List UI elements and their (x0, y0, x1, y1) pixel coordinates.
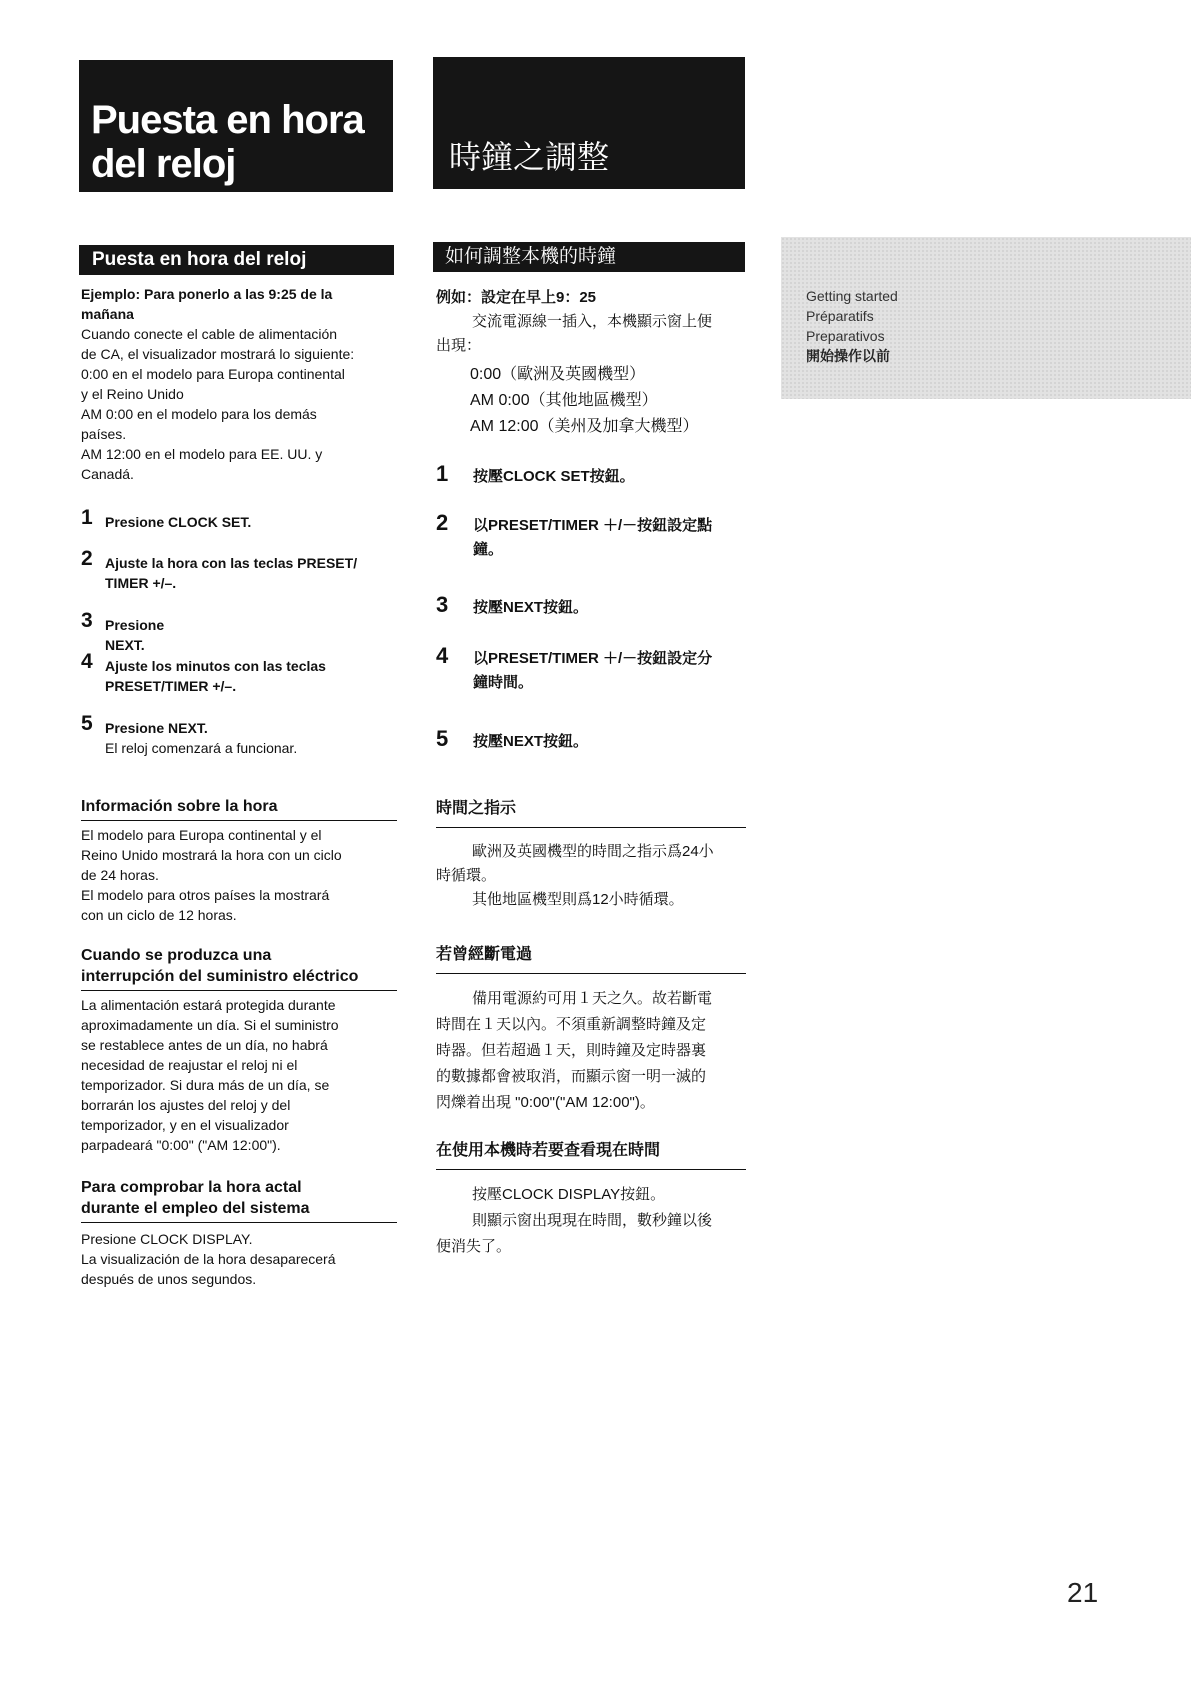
es-example-line: países. (81, 426, 127, 442)
es-check-line: Presione CLOCK DISPLAY. (81, 1231, 253, 1247)
es-step-text: TIMER +/–. (105, 575, 177, 591)
section-tab-spanish: Preparativos (806, 328, 885, 344)
zh-power-line: 的數據都會被取消，而顯示窗一明一滅的 (436, 1068, 707, 1085)
zh-power-line: 時間在１天以內。不須重新調整時鐘及定 (436, 1016, 707, 1033)
page-number: 21 (1067, 1577, 1099, 1608)
zh-example-block (436, 286, 746, 440)
es-check-line: después de unos segundos. (81, 1271, 257, 1287)
section-bar-es: Puesta en hora del reloj (79, 245, 394, 275)
es-step-text: Ajuste la hora con las teclas PRESET/ (105, 555, 358, 571)
zh-step-number: 4 (436, 643, 449, 668)
es-power-heading-1: Cuando se produzca una (81, 947, 272, 964)
zh-step-number: 2 (436, 510, 449, 535)
zh-step-text: 按壓NEXT按鈕。 (473, 733, 589, 750)
es-example-line: Cuando conecte el cable de alimentación (81, 326, 338, 342)
zh-step-text: 按壓CLOCK SET按鈕。 (473, 468, 635, 485)
es-step-text: Presione NEXT. (105, 617, 165, 653)
es-step-number: 5 (81, 712, 93, 735)
es-info-heading: Información sobre la hora (81, 796, 397, 821)
es-check-line: La visualización de la hora desaparecerá (81, 1251, 336, 1267)
es-power-line: La alimentación estará protegida durante (81, 997, 336, 1013)
zh-step-text: 按壓NEXT按鈕。 (473, 599, 589, 616)
zh-info-line: 時循環。 (436, 867, 497, 884)
es-step-text: Ajuste los minutos con las teclas (105, 658, 326, 674)
section-tab-english: Getting started (806, 288, 898, 304)
es-power-line: temporizador. Si dura más de un día, se (81, 1077, 330, 1093)
zh-step-text: 鐘。 (473, 541, 504, 558)
es-example-line: de CA, el visualizador mostrará lo siguiente: (81, 346, 355, 362)
title-es-line-1: Puesta en hora (91, 98, 364, 142)
zh-power-line: 時器。但若超過１天，則時鐘及定時器裏 (436, 1042, 707, 1059)
es-info-line: con un ciclo de 12 horas. (81, 907, 237, 923)
zh-step-text: 以PRESET/TIMER ＋/－按鈕設定分 (473, 650, 713, 667)
es-info-line: El modelo para otros países la mostrará (81, 887, 330, 903)
section-tab-french: Préparatifs (806, 308, 874, 324)
es-power-line: aproximadamente un día. Si el suministro (81, 1017, 339, 1033)
zh-info-heading: 時間之指示 (436, 797, 746, 828)
es-example-heading-1: Ejemplo: Para ponerlo a las 9:25 de la (81, 286, 333, 302)
es-power-line: borrarán los ajustes del reloj y del (81, 1097, 291, 1113)
section-bar-zh: 如何調整本機的時鐘 (433, 242, 745, 272)
es-power-line: temporizador, y en el visualizador (81, 1117, 289, 1133)
zh-step-text: 鐘時間。 (473, 674, 534, 691)
zh-step-text: 以PRESET/TIMER ＋/－按鈕設定點 (473, 517, 713, 534)
es-info-line: El modelo para Europa continental y el (81, 827, 322, 843)
es-check-section (81, 1177, 397, 1289)
zh-example-line: 出現： (436, 337, 482, 354)
es-example-line: AM 12:00 en el modelo para EE. UU. y (81, 446, 323, 462)
page-title-zh (433, 57, 745, 189)
es-info-section (81, 796, 397, 925)
zh-check-line: 則顯示窗出現現在時間，數秒鐘以後 (472, 1212, 713, 1229)
zh-check-heading: 在使用本機時若要查看現在時間 (436, 1139, 746, 1170)
zh-example-value: 0:00（歐洲及英國機型） (470, 366, 646, 383)
zh-check-section (436, 1139, 746, 1260)
es-power-line: parpadeará "0:00" ("AM 12:00"). (81, 1137, 281, 1153)
zh-info-line: 歐洲及英國機型的時間之指示爲24小 (472, 843, 714, 860)
es-power-heading-2: interrupción del suministro eléctrico (81, 968, 359, 985)
zh-power-line: 閃爍着出現 "0:00"("AM 12:00")。 (436, 1094, 655, 1111)
zh-step-number: 5 (436, 726, 449, 751)
es-step-note: El reloj comenzará a funcionar. (105, 740, 298, 756)
es-check-heading-1: Para comprobar la hora actal (81, 1179, 302, 1196)
es-check-heading-2: durante el empleo del sistema (81, 1200, 310, 1217)
zh-power-line: 備用電源約可用１天之久。故若斷電 (472, 990, 713, 1007)
es-info-line: de 24 horas. (81, 867, 159, 883)
zh-step-number: 1 (436, 461, 449, 486)
es-step-number: 4 (81, 650, 93, 673)
es-step-text: PRESET/TIMER +/–. (105, 678, 237, 694)
es-check-heading (81, 1177, 397, 1223)
es-example-line: Canadá. (81, 466, 134, 482)
zh-example-value: AM 12:00（美州及加拿大機型） (470, 418, 699, 435)
es-example-block (81, 284, 397, 484)
page-title-es (79, 60, 393, 192)
es-info-line: Reino Unido mostrará la hora con un ciclo (81, 847, 342, 863)
es-example-line: AM 0:00 en el modelo para los demás (81, 406, 317, 422)
es-example-line: y el Reino Unido (81, 386, 184, 402)
section-tab-labels (806, 286, 898, 366)
es-power-section (81, 945, 397, 1155)
es-power-line: necesidad de reajustar el reloj ni el (81, 1057, 298, 1073)
es-power-heading (81, 945, 397, 991)
zh-check-line: 按壓CLOCK DISPLAY按鈕。 (472, 1186, 666, 1203)
zh-info-section (436, 797, 746, 912)
zh-example-line: 交流電源線一插入，本機顯示窗上便 (472, 313, 713, 330)
zh-example-heading: 例如：設定在早上9：25 (436, 289, 597, 306)
title-zh-text: 時鐘之調整 (449, 139, 610, 175)
es-step-text: Presione CLOCK SET. (105, 514, 252, 530)
section-tab-chinese: 開始操作以前 (806, 348, 890, 364)
es-step-number: 2 (81, 547, 93, 570)
zh-info-line: 其他地區機型則爲12小時循環。 (472, 891, 684, 908)
zh-power-section (436, 943, 746, 1116)
es-step-number: 1 (81, 506, 93, 529)
zh-step-number: 3 (436, 592, 449, 617)
es-power-line: se restablece antes de un día, no habrá (81, 1037, 328, 1053)
es-step-number: 3 (81, 609, 93, 632)
es-step-text: Presione NEXT. (105, 720, 208, 736)
es-example-heading-2: mañana (81, 306, 134, 322)
zh-power-heading: 若曾經斷電過 (436, 943, 746, 974)
zh-example-value: AM 0:00（其他地區機型） (470, 392, 658, 409)
es-example-line: 0:00 en el modelo para Europa continental (81, 366, 345, 382)
title-es-line-2: del reloj (91, 142, 236, 186)
zh-check-line: 便消失了。 (436, 1238, 512, 1255)
